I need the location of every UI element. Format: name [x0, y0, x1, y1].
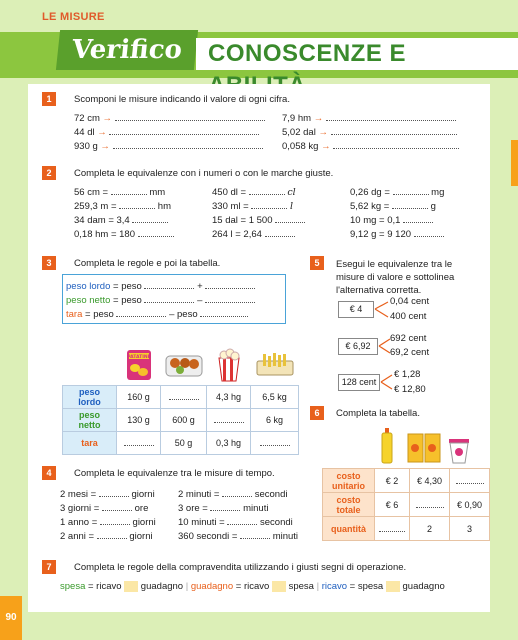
exercise-number: 4: [42, 466, 56, 480]
section-label: LE MISURE: [42, 11, 105, 23]
table-cell: [375, 517, 410, 541]
table-row: [63, 408, 299, 431]
edge-tab: [511, 140, 518, 186]
connector-arrows-icon: [374, 298, 394, 394]
table-cell: € 2: [375, 469, 410, 493]
exercise-2-instruction: Completa le equivalenze con i numeri o con le marche giuste.: [74, 168, 334, 179]
table-cell: 130 g: [117, 408, 161, 431]
table-cell: 160 g: [117, 385, 161, 408]
rule-line: tara = peso – peso: [66, 308, 248, 320]
verifico-badge: Verifico: [56, 30, 198, 70]
ex4-item: 360 secondi = minuti: [178, 531, 299, 542]
option-b[interactable]: 69,2 cent: [390, 347, 430, 358]
table-cell: [117, 431, 161, 454]
table-cell: 50 g: [161, 431, 207, 454]
table-cell: [251, 431, 299, 454]
ex1-item: 44 dl →: [74, 126, 259, 138]
chips-bag-label: PATATINE: [126, 354, 151, 360]
table-row: [323, 469, 490, 493]
ex2-item: 0,18 hm = 180: [74, 228, 174, 240]
row-label: quantità: [323, 517, 375, 541]
rule-line: peso netto = peso –: [66, 294, 255, 306]
row-label: costo totale: [323, 493, 375, 517]
exercise-6-instruction: Completa la tabella.: [336, 408, 420, 419]
ex2-item: 330 ml = l: [212, 201, 294, 212]
table-row: [323, 517, 490, 541]
sale-rules-line: spesa = ricavo guadagno | guadagno = ricavo spesa | ricavo = spesa guadagno: [60, 581, 445, 593]
ex2-item: 259,3 m = hm: [74, 201, 171, 212]
ex4-item: 2 anni = giorni: [60, 531, 153, 542]
option-a[interactable]: 692 cent: [390, 333, 427, 344]
exercise-1-instruction: Scomponi le misure indicando il valore di ogni cifra.: [74, 94, 290, 105]
ex2-item: 450 dl = cl: [212, 187, 296, 198]
exercise-number: 2: [42, 166, 56, 180]
ex2-item: 9,12 g = 9 120: [350, 228, 444, 240]
table-cell: € 0,90: [450, 493, 490, 517]
ex2-item: 34 dam = 3,4: [74, 214, 168, 226]
fries-tray-icon: [251, 345, 299, 385]
page-title: CONOSCENZE E: [196, 38, 518, 70]
table-row: [63, 385, 299, 408]
ex1-item: 7,9 hm →: [282, 112, 456, 124]
option-b[interactable]: 400 cent: [390, 311, 427, 322]
table-row: [63, 345, 299, 385]
option-b[interactable]: € 12,80: [394, 384, 426, 395]
juice-cartons-icon: [406, 430, 442, 471]
table-cell: 6 kg: [251, 408, 299, 431]
ex1-item: 930 g →: [74, 140, 263, 152]
ex4-item: 1 anno = giorni: [60, 517, 156, 528]
exercise-number: 6: [310, 406, 324, 420]
row-label: peso netto: [63, 408, 117, 431]
ex4-item: 3 giorni = ore: [60, 503, 149, 514]
exercise-4-instruction: Completa le equivalenze tra le misure di tempo.: [74, 468, 275, 479]
option-a[interactable]: € 1,28: [394, 369, 421, 380]
table-cell: [161, 385, 207, 408]
table-cell: € 6: [375, 493, 410, 517]
exercise-7-instruction: Completa le regole della compravendita utilizzando i giusti segni di operazione.: [74, 562, 407, 573]
ex4-item: 2 mesi = giorni: [60, 489, 155, 500]
ex1-item: 0,058 kg →: [282, 140, 459, 152]
yogurt-cup-icon: [448, 438, 470, 469]
ex4-item: 10 minuti = secondi: [178, 517, 293, 528]
exercise-number: 3: [42, 256, 56, 270]
ex2-item: 0,26 dg = mg: [350, 187, 445, 198]
table-cell: 3: [450, 517, 490, 541]
chips-bag-icon: [117, 345, 161, 385]
ex2-item: 56 cm = mm: [74, 187, 166, 198]
value-box: € 4: [338, 301, 374, 318]
value-box: € 6,92: [338, 338, 378, 355]
table-row: [323, 493, 490, 517]
value-box: 128 cent: [338, 374, 380, 391]
row-label: tara: [63, 431, 117, 454]
weights-table: [62, 345, 299, 455]
costs-table: [322, 468, 490, 541]
table-cell: € 4,30: [410, 469, 450, 493]
table-cell: 6,5 kg: [251, 385, 299, 408]
popcorn-box-icon: [207, 345, 251, 385]
table-cell: 600 g: [161, 408, 207, 431]
ex2-item: 10 mg = 0,1: [350, 214, 433, 226]
rule-line: peso lordo = peso +: [66, 280, 255, 292]
table-row: [63, 431, 299, 454]
ex4-item: 2 minuti = secondi: [178, 489, 288, 500]
exercise-3-instruction: Completa le regole e poi la tabella.: [74, 258, 221, 269]
ex1-item: 5,02 dal →: [282, 126, 457, 138]
row-label: peso lordo: [63, 385, 117, 408]
ex4-item: 3 ore = minuti: [178, 503, 269, 514]
table-cell: [207, 408, 251, 431]
ex2-item: 15 dal = 1 500: [212, 214, 305, 226]
exercise-number: 1: [42, 92, 56, 106]
option-a[interactable]: 0,04 cent: [390, 296, 430, 307]
row-label: costo unitario: [323, 469, 375, 493]
exercise-5-instruction: Esegui le equivalenze tra le misure di valore e sottolinea l'alternativa corretta.: [336, 259, 455, 296]
page-number: 90: [0, 596, 22, 640]
table-cell: 2: [410, 517, 450, 541]
ex2-item: 5,62 kg = g: [350, 201, 436, 212]
table-cell: 4,3 hg: [207, 385, 251, 408]
table-cell: 0,3 hg: [207, 431, 251, 454]
exercise-number: 7: [42, 560, 56, 574]
table-cell: [450, 469, 490, 493]
ex2-item: 264 l = 2,64: [212, 228, 295, 240]
exercise-number: 5: [310, 256, 324, 270]
juice-bottle-icon: [380, 428, 394, 469]
meatballs-tray-icon: [161, 345, 207, 385]
table-cell: [410, 493, 450, 517]
ex1-item: 72 cm →: [74, 112, 265, 124]
